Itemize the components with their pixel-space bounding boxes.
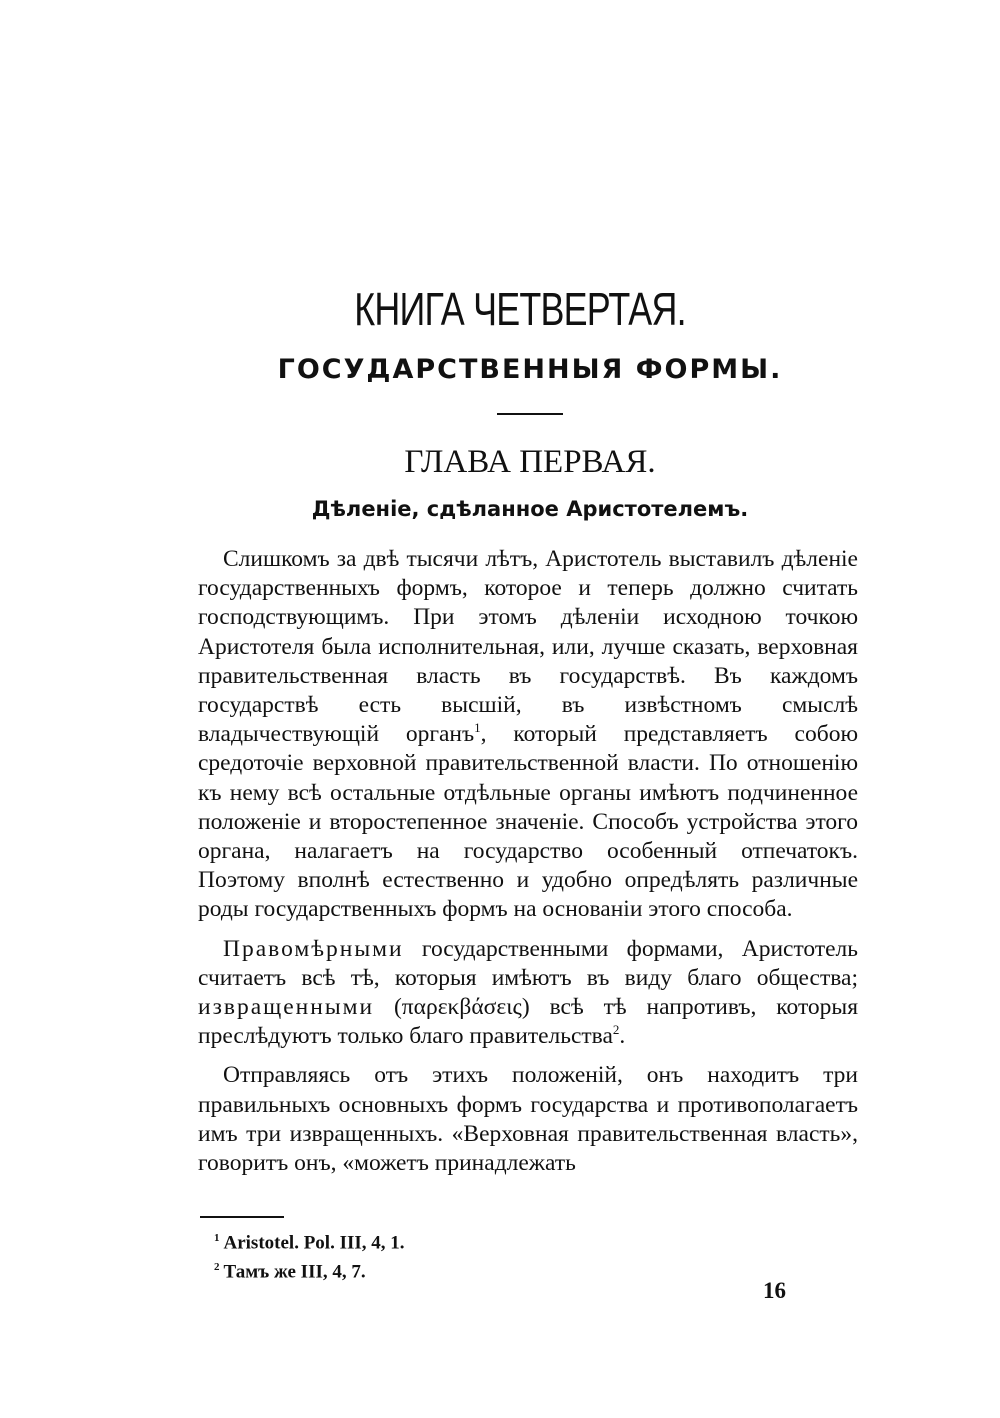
paragraph-2 xyxy=(198,935,858,1052)
footnote-1 xyxy=(214,1226,405,1255)
title-divider xyxy=(497,413,563,415)
footnote-divider xyxy=(200,1216,284,1218)
page-number: 16 xyxy=(763,1278,786,1303)
footnote-mark: 2 xyxy=(214,1261,220,1274)
book-title: КНИГА ЧЕТВЕРТАЯ. xyxy=(354,283,686,335)
footnote-mark: 1 xyxy=(214,1232,220,1244)
section-heading: Дѣленіе, сдѣланное Аристотелемъ. xyxy=(311,497,749,521)
book-subtitle: ГОСУДАРСТВЕННЫЯ ФОРМЫ. xyxy=(277,354,783,385)
footnote-ref-1: 1 xyxy=(474,720,481,736)
emphasis-lawful: Правомѣрными xyxy=(223,935,404,962)
paragraph-1-text-a: Слишкомъ за двѣ тысячи лѣтъ, Аристотель выставилъ дѣленіе государственныхъ формъ, которое и теперь должно считать господствующимъ. При этомъ дѣленіи исходною точкою Аристотеля была исполнительная, или, лучше сказать, верховная правительственная власть въ государствѣ. Въ каждомъ государствѣ есть высшій, въ извѣстномъ смыслѣ владычествующій органъ xyxy=(198,546,858,748)
paragraph-3 xyxy=(198,1061,858,1178)
footnote-2 xyxy=(214,1255,405,1284)
paragraph-2-text-c: . xyxy=(619,1023,626,1050)
footnote-text: Тамъ же III, 4, 7. xyxy=(223,1261,366,1283)
footnote-ref-2: 2 xyxy=(612,1022,620,1038)
footnotes xyxy=(214,1226,405,1285)
paragraph-1 xyxy=(198,545,858,925)
paragraph-2-text-a: государственными формами, Аристотель считаетъ всѣ тѣ, которыя имѣютъ въ виду благо общества; xyxy=(198,935,858,991)
greek-term: (παρεκβάσεις) xyxy=(374,994,530,1021)
footnote-text: Aristotel. Pol. III, 4, 1. xyxy=(223,1232,405,1254)
body-text xyxy=(198,545,858,1188)
paragraph-2-text-b: всѣ тѣ напротивъ, которыя преслѣдуютъ только благо правительства xyxy=(198,994,859,1050)
paragraph-1-text-b: , который представляетъ собою средоточіе верховной правительственной власти. По отношенію къ нему всѣ остальные отдѣльные органы имѣютъ подчиненное положеніе и второстепенное значеніе. Способъ устройства этого органа, налагаетъ на государство особенный отпечатокъ. Поэтому вполнѣ естественно и удобно опредѣлять различные роды государственныхъ формъ на основаніи этого способа. xyxy=(198,721,858,923)
chapter-title: ГЛАВА ПЕРВАЯ. xyxy=(404,444,656,480)
emphasis-perverted: извращенными xyxy=(198,994,375,1021)
paragraph-3-text: Отправляясь отъ этихъ положеній, онъ находитъ три правильныхъ основныхъ формъ государства и противополагаетъ имъ три извращенныхъ. «Верховная правительственная власть», говоритъ онъ, «можетъ принадлежать xyxy=(198,1062,858,1177)
